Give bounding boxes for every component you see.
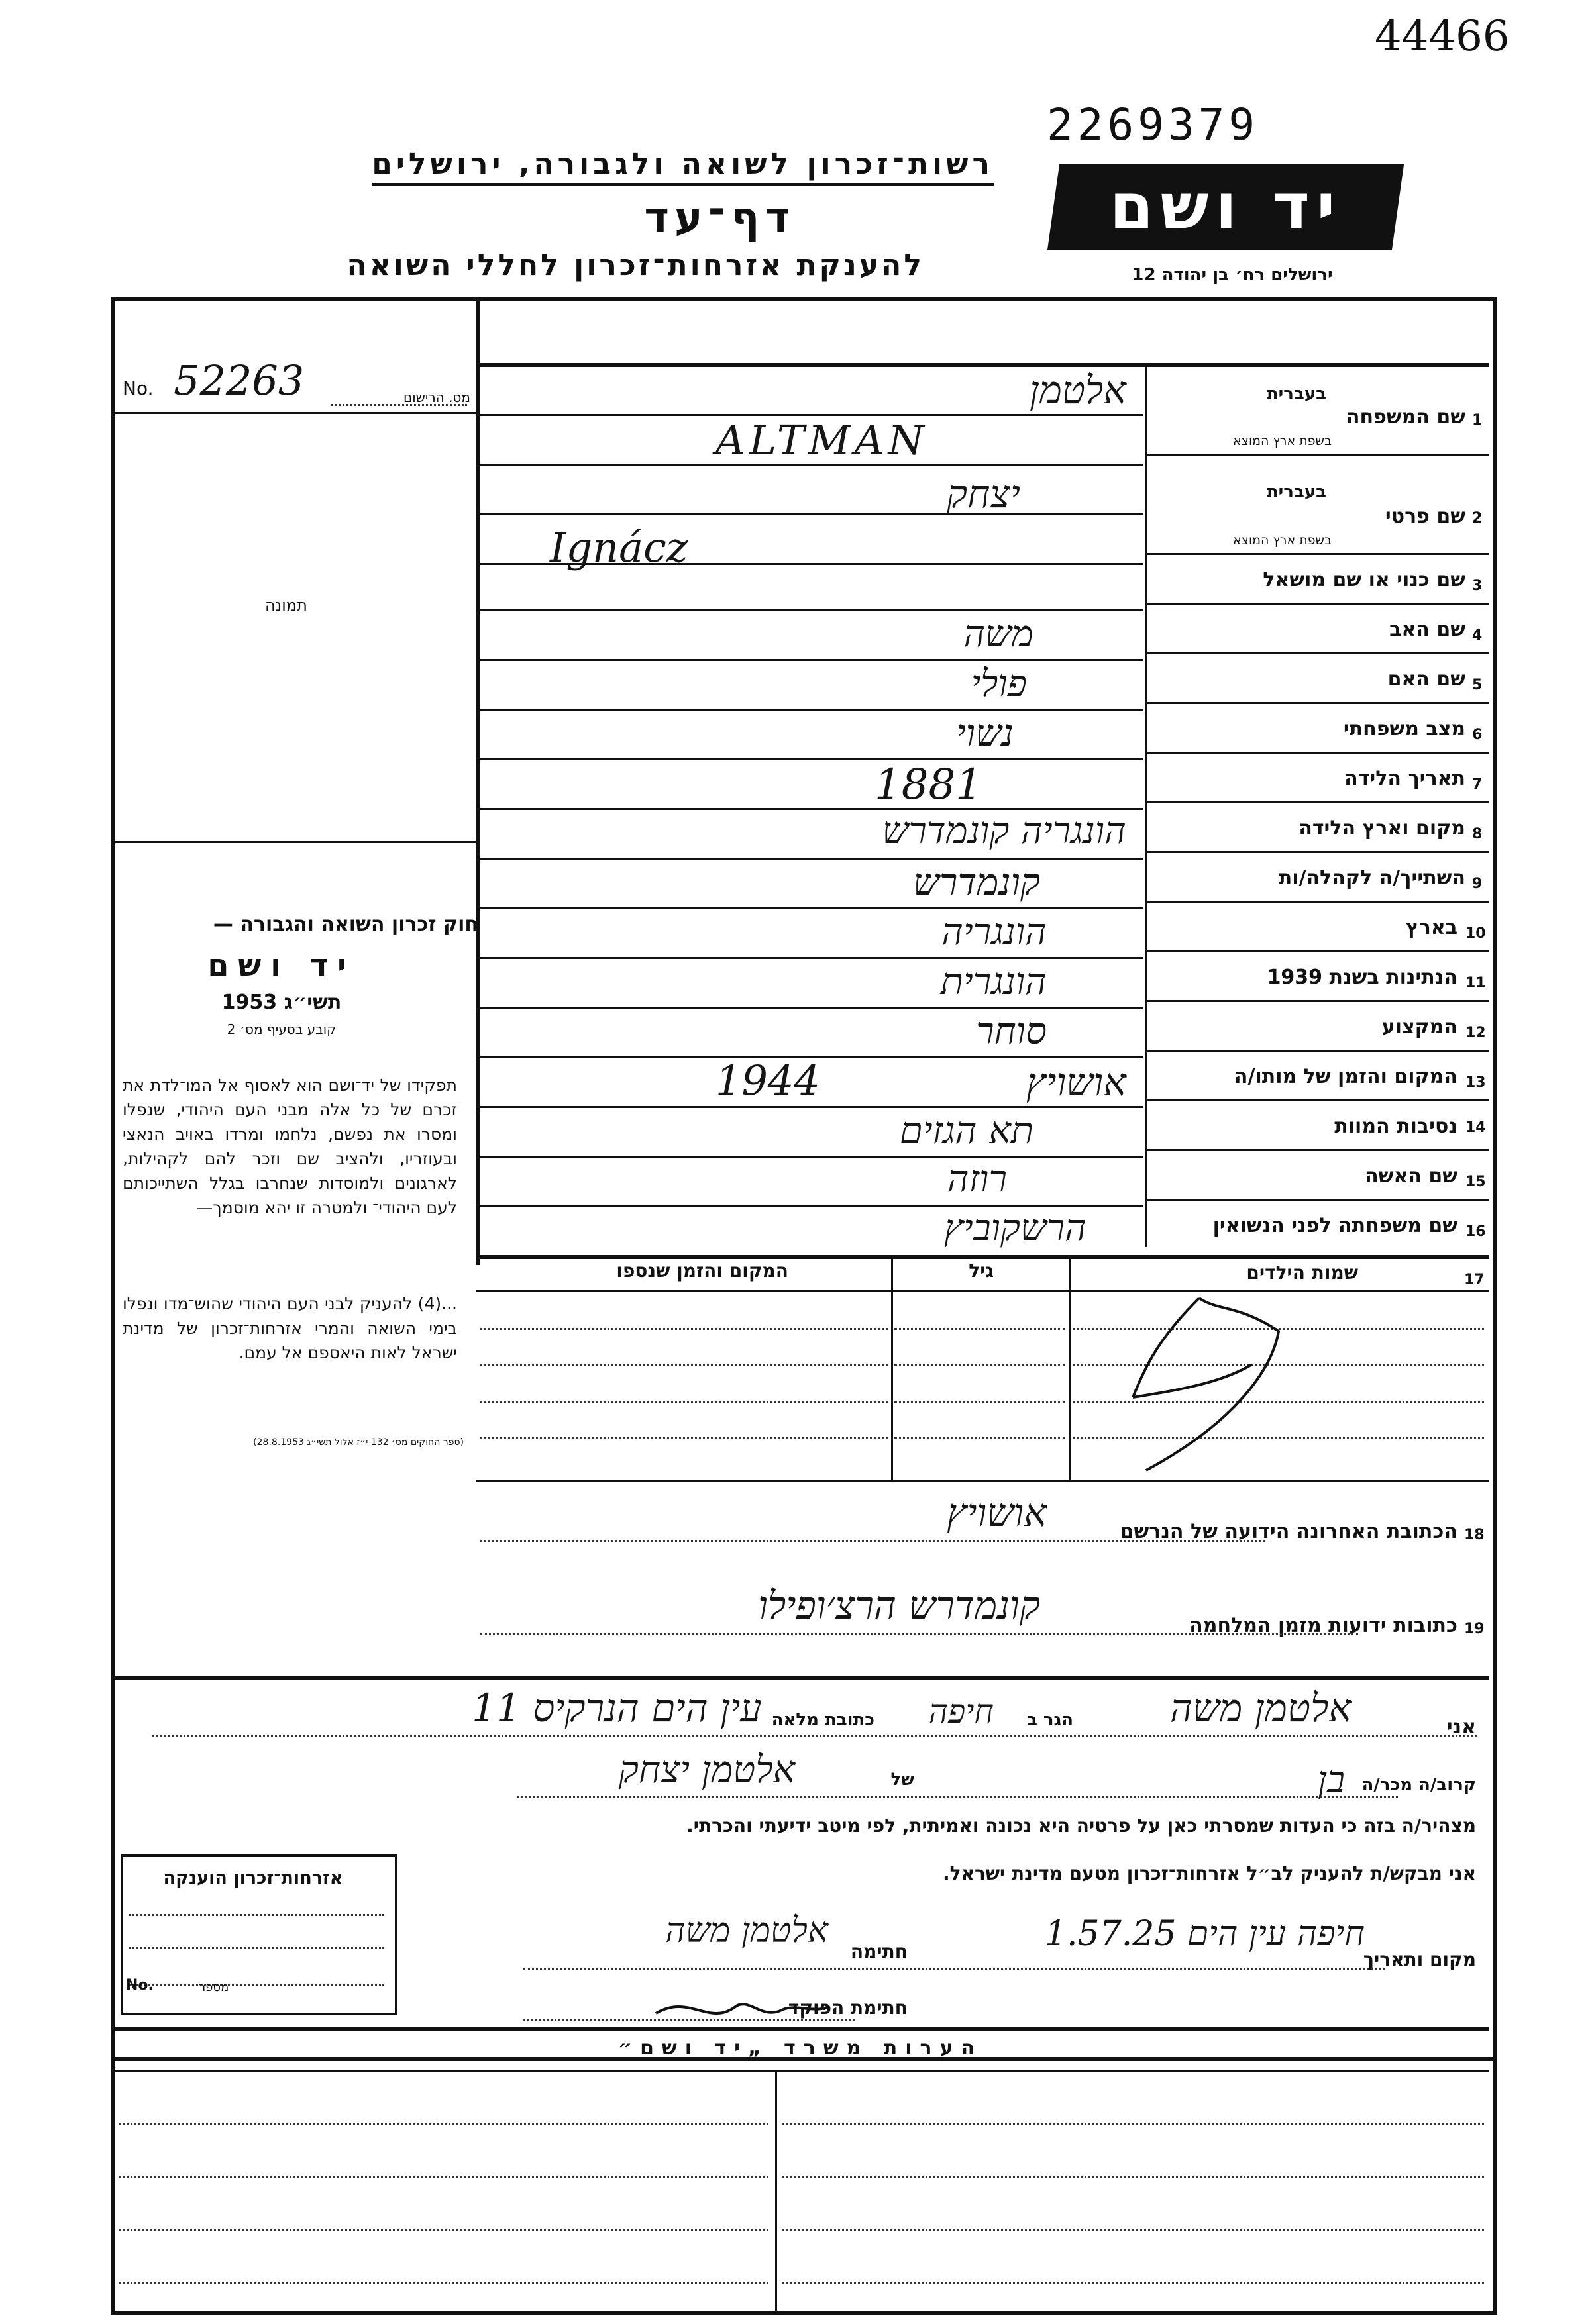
archive-stamp-number: 44466 — [1375, 12, 1510, 61]
field-1-value-hebrew: אלטמן — [1029, 368, 1126, 413]
field-9-number: 9 — [1472, 876, 1483, 892]
field-13-year: 1944 — [716, 1056, 820, 1105]
law-paragraph-1: תפקידו של יד־ושם הוא לאסוף אל המו־לדת את זכרם של כל אלה מבני העם היהודי, שנפלו ומסרו את נפשם, נלחמו ומרדו באויב הנאצי ובעוזריו, ולהציב שם וזכר להם לקהילות, לארגונים ולמוסדות שנחרבו בגלל השתייכותם לעם היהודי־ ולמטרה זו יהא מוסמך— — [123, 1076, 457, 1217]
law-year: תשי״ג 1953 — [221, 991, 342, 1014]
field-14-number: 14 — [1465, 1119, 1486, 1136]
field-2-hebrew-label: בעברית — [1266, 482, 1326, 502]
officer-signature-mark — [649, 1980, 835, 2033]
declaration-relation: בן — [1317, 1758, 1345, 1801]
field-12-value: סוחר — [976, 1010, 1047, 1053]
declaration-city: חיפה — [928, 1692, 994, 1731]
declaration-i-label: אני — [1446, 1715, 1476, 1739]
form-title: דף־עד — [644, 193, 795, 242]
field-10-value: הונגריה — [941, 911, 1047, 954]
field-12-number: 12 — [1465, 1025, 1486, 1041]
form-subtitle: להענקת אזרחות־זכרון לחללי השואה — [346, 248, 924, 282]
field-13-value: אושויץ — [1026, 1060, 1126, 1105]
declaration-full-address: עין הים הנרקיס 11 — [472, 1686, 762, 1731]
place-date-label: מקום ותאריך — [1363, 1948, 1476, 1970]
field-3-number: 3 — [1472, 578, 1483, 594]
field-1-value-latin: ALTMAN — [716, 416, 928, 464]
field-9-value: קונמדרש — [913, 861, 1040, 904]
field-16-number: 16 — [1465, 1223, 1486, 1240]
registration-label: מס. הרישום — [403, 389, 470, 405]
field-5-label: שם האם — [1387, 668, 1465, 691]
field-11-value: הונגרית — [940, 960, 1047, 1003]
field-8-value: הונגריה קונמדרש — [882, 809, 1126, 852]
children-place-header: המקום והזמן שנספו — [616, 1260, 788, 1282]
children-age-header: גיל — [969, 1260, 994, 1282]
field-5-value: פולי — [971, 662, 1027, 705]
field-16-value: הרשקוביץ — [943, 1207, 1086, 1250]
declaration-relative-label: קרוב/ה מכר/ה — [1361, 1775, 1476, 1795]
photo-label: תמונה — [265, 596, 307, 615]
law-title: חוק זכרון השואה והגבורה — — [213, 913, 478, 936]
war-addresses-number: 19 — [1464, 1621, 1485, 1637]
field-7-number: 7 — [1472, 776, 1483, 793]
field-1-hebrew-label: בעברית — [1266, 384, 1326, 404]
place-date-value: חיפה עין הים 1.57.25 — [1044, 1914, 1365, 1954]
children-cross-out-mark — [1120, 1291, 1305, 1484]
field-6-value: נשוי — [956, 712, 1014, 755]
field-11-number: 11 — [1465, 975, 1486, 991]
field-1-label: שם המשפחה — [1346, 405, 1465, 429]
logo-text: יד ושם — [1109, 170, 1342, 244]
field-1-sub-label: בשפת ארץ המוצא — [1232, 434, 1332, 448]
law-source: (ספר החוקים מס׳ 132 י״ז אלול תשי״ג 28.8.1953) — [253, 1437, 464, 1448]
declaration-statement-1: מצהיר/ה בזה כי העדות שמסרתי כאן על פרטיה היא נכונה ואמיתית, לפי מיטב ידיעתי והכרתי. — [686, 1815, 1476, 1837]
children-number: 17 — [1464, 1272, 1485, 1288]
field-14-label: נסיבות המוות — [1334, 1115, 1458, 1138]
field-1-number: 1 — [1472, 412, 1483, 429]
field-15-label: שם האשה — [1365, 1164, 1458, 1187]
field-7-label: תאריך הלידה — [1344, 767, 1465, 790]
signature-value: אלטמן משה — [665, 1911, 828, 1950]
field-15-value: רוזה — [947, 1158, 1007, 1201]
field-4-label: שם האב — [1389, 618, 1465, 641]
field-6-number: 6 — [1472, 727, 1483, 743]
declaration-of-label: של — [890, 1770, 914, 1790]
award-box-number-label: מספר — [199, 1980, 229, 1994]
war-addresses-value: קונמדרש הרצ׳ופילו — [758, 1583, 1040, 1628]
registration-number: 52263 — [174, 356, 305, 405]
last-address-value: אושויץ — [947, 1490, 1047, 1535]
authority-name: רשות־זכרון לשואה ולגבורה, ירושלים — [372, 147, 994, 186]
law-name: יד ושם — [207, 947, 356, 983]
declaration-address-label: כתובת מלאה — [771, 1710, 874, 1730]
field-2-value-latin: Ignácz — [550, 523, 688, 572]
officer-signature-label: חתימת הפוקד — [788, 1997, 908, 2019]
field-16-label: שם משפחתה לפני הנשואין — [1212, 1214, 1458, 1237]
field-13-number: 13 — [1465, 1074, 1486, 1091]
field-5-number: 5 — [1472, 677, 1483, 693]
last-address-label: הכתובת האחרונה הידועה של הנרשם — [1120, 1520, 1458, 1543]
field-2-number: 2 — [1472, 510, 1483, 527]
field-12-label: המקצוע — [1381, 1015, 1458, 1038]
field-4-value: משה — [963, 613, 1034, 656]
field-10-label: בארץ — [1405, 916, 1458, 939]
declaration-relative-of: אלטמן יצחק — [618, 1748, 795, 1792]
last-address-number: 18 — [1464, 1527, 1485, 1543]
field-11-label: הנתינות בשנת 1939 — [1267, 966, 1458, 989]
law-paragraph-2: ...(4) להעניק לבני העם היהודי שהוש־מדו ונפלו בימי השואה והמרי אזרחות־זכרון של מדינת ישראל לאות היאספם אל עמם. — [123, 1294, 457, 1362]
law-section: קובע בסעיף מס׳ 2 — [227, 1021, 337, 1037]
field-2-sub-label: בשפת ארץ המוצא — [1232, 533, 1332, 548]
field-8-label: מקום וארץ הלידה — [1298, 817, 1465, 840]
field-14-value: תא הגזים — [899, 1109, 1034, 1152]
field-3-label: שם כנוי או שם מושאל — [1263, 568, 1465, 591]
declaration-statement-2: אני מבקש/ת להעניק לב״ל אזרחות־זכרון מטעם מדינת ישראל. — [943, 1862, 1476, 1884]
field-8-number: 8 — [1472, 826, 1483, 842]
field-10-number: 10 — [1465, 925, 1486, 942]
war-addresses-label: כתובות ידועות מזמן המלחמה — [1189, 1614, 1458, 1637]
field-7-value: 1881 — [874, 760, 982, 809]
award-box-no-label: No. — [126, 1977, 154, 1994]
remarks-title: הערות משרד „יד ושם״ — [617, 2037, 983, 2060]
form-number: 2269379 — [1047, 99, 1259, 150]
field-2-value-hebrew: יצחק — [947, 472, 1020, 517]
logo-address: ירושלים רח׳ בן יהודה 12 — [1132, 265, 1333, 285]
award-box-title: אזרחות־זכרון הוענקה — [163, 1868, 343, 1888]
field-4-number: 4 — [1472, 627, 1483, 644]
field-15-number: 15 — [1465, 1174, 1486, 1190]
field-6-label: מצב משפחתי — [1343, 717, 1465, 740]
children-names-header: שמות הילדים — [1246, 1262, 1358, 1284]
field-13-label: המקום והזמן של מותו/ה — [1234, 1065, 1458, 1088]
registration-no-label: No. — [123, 378, 154, 399]
declaration-witness-name: אלטמן משה — [1170, 1686, 1352, 1731]
declaration-lives-in-label: הגר ב — [1026, 1710, 1073, 1730]
signature-label: חתימה — [850, 1941, 908, 1962]
field-9-label: השתייך/ה לקהלה/ות — [1278, 866, 1465, 889]
field-2-label: שם פרטי — [1385, 505, 1465, 528]
